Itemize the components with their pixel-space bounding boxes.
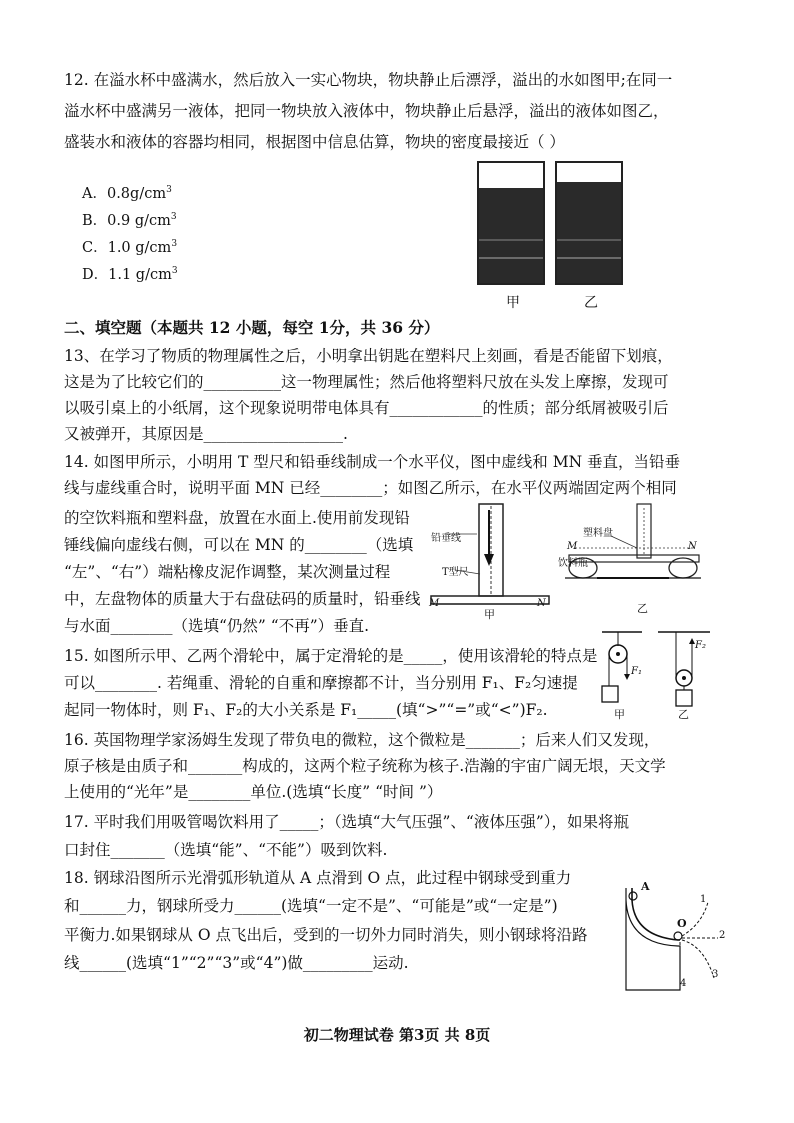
q13-line-2: 这是为了比较它们的__________这一物理属性；然后他将塑料尺放在头发上摩擦，发现可 (64, 373, 669, 391)
label-f1: F₁ (631, 666, 642, 677)
cup-jia (478, 162, 544, 284)
label-path-3: 3 (712, 969, 719, 980)
q17-line-2: 口封住_______（选填“能”、“不能”）吸到饮料. (64, 841, 388, 859)
q12-option-a: A．$0.8g/cm^3$ (82, 185, 172, 202)
label-point-o: O (677, 917, 687, 930)
label-path-4: 4 (680, 978, 687, 989)
label-point-a: A (641, 880, 650, 893)
label-m-right: M (567, 541, 578, 552)
label-t-square: T型尺 (442, 567, 469, 578)
label-n-left: N (537, 598, 546, 609)
q15-caption-jia: 甲 (614, 708, 625, 721)
q14-line-3: 的空饮料瓶和塑料盘，放置在水面上.使用前发现铅 (64, 509, 410, 527)
q12-option-c: C．1.0 $g/cm^3$ (82, 239, 178, 256)
q12-line-2: 溢水杯中盛满另一液体，把同一物块放入液体中，物块静止后悬浮，溢出的液体如图乙， (64, 102, 669, 120)
q15-line-3: 起同一物体时，则 F₁、F₂的大小关系是 F₁_____(填“>”“=”或“<”)F₂. (64, 701, 548, 719)
q14-line-5: “左”、“右”）端粘橡皮泥作调整，某次测量过程 (64, 563, 391, 581)
label-drink-bottle: 饮料瓶 (558, 558, 588, 569)
q12-option-d: D．1.1 $g/cm^3$ (82, 266, 178, 283)
arc-track (626, 888, 682, 990)
q18-line-2: 和______力，钢球所受力______(选填“一定不是”、“可能是”或“一定是”) (64, 897, 558, 915)
q14-line-7: 与水面________（选填“仍然” “不再”）垂直. (64, 617, 370, 635)
q18-line-4: 线______(选填“1”“2”“3”或“4”)做_________运动. (64, 954, 409, 972)
label-path-2: 2 (719, 930, 726, 941)
q12-figure-cups (470, 160, 640, 310)
q14-line-2: 线与虚线重合时，说明平面 MN 已经________；如图乙所示，在水平仪两端固定两个相同 (64, 479, 677, 497)
q13-line-4: 又被弹开，其原因是__________________. (64, 425, 348, 443)
label-f2: F₂ (695, 640, 706, 651)
label-m-left: M (429, 598, 440, 609)
q15-caption-yi: 乙 (678, 708, 689, 721)
q12-line-3: 盛装水和液体的容器均相同，根据图中信息估算，物块的密度最接近（ ） (64, 133, 565, 151)
cup-yi (556, 162, 622, 284)
q12-line-1: 12. 在溢水杯中盛满水，然后放入一实心物块，物块静止后漂浮，溢出的水如图甲;在同一 (64, 71, 673, 89)
q14-caption-jia: 甲 (484, 608, 495, 621)
q13-line-1: 13、在学习了物质的物理属性之后，小明拿出钥匙在塑料尺上刻画，看是否能留下划痕， (64, 347, 673, 365)
page-footer: 初二物理试卷 第3页 共 8页 (303, 1026, 491, 1044)
q15-line-2: 可以________. 若绳重、滑轮的自重和摩擦都不计，当分别用 F₁、F₂匀速提 (64, 674, 578, 692)
q16-line-3: 上使用的“光年”是________单位.(选填“长度” “时间 ”） (64, 783, 443, 801)
q18-line-3: 平衡力.如果钢球从 O 点飞出后，受到的一切外力同时消失，则小钢球将沿路 (64, 926, 588, 944)
label-path-1: 1 (700, 894, 707, 905)
q12-option-b: B．0.9 $g/cm^3$ (82, 212, 177, 229)
q15-line-1: 15. 如图所示甲、乙两个滑轮中，属于定滑轮的是_____，使用该滑轮的特点是 (64, 647, 598, 665)
q14-line-1: 14. 如图甲所示，小明用 T 型尺和铅垂线制成一个水平仪，图中虚线和 MN 垂直，当铅垂 (64, 453, 681, 471)
q12-caption-jia: 甲 (506, 295, 520, 311)
q13-line-3: 以吸引桌上的小纸屑，这个现象说明带电体具有____________的性质；部分纸屑被吸引后 (64, 399, 669, 417)
q16-line-1: 16. 英国物理学家汤姆生发现了带负电的微粒，这个微粒是_______；后来人们又发现， (64, 731, 660, 749)
q16-line-2: 原子核是由质子和_______构成的，这两个粒子统称为核子.浩瀚的宇宙广阔无垠，天文学 (64, 757, 666, 775)
q14-caption-yi: 乙 (637, 602, 648, 615)
q14-line-6: 中，左盘物体的质量大于右盘砝码的质量时，铅垂线 (64, 590, 421, 608)
label-n-right: N (688, 541, 697, 552)
label-plumb-line: 铅垂线 (431, 533, 461, 544)
q12-caption-yi: 乙 (584, 295, 598, 311)
label-plastic-plate: 塑料盘 (583, 528, 613, 539)
q14-line-4: 锤线偏向虚线右侧，可以在 MN 的________（选填 (64, 536, 414, 554)
section-heading-fill-blank: 二、填空题（本题共 12 小题，每空 1分，共 36 分） (64, 318, 440, 337)
t-square-diagram (431, 504, 549, 604)
q18-line-1: 18. 钢球沿图所示光滑弧形轨道从 A 点滑到 O 点，此过程中钢球受到重力 (64, 869, 572, 887)
q17-line-1: 17. 平时我们用吸管喝饮料用了_____；（选填“大气压强”、“液体压强”），如果将瓶 (64, 813, 630, 831)
